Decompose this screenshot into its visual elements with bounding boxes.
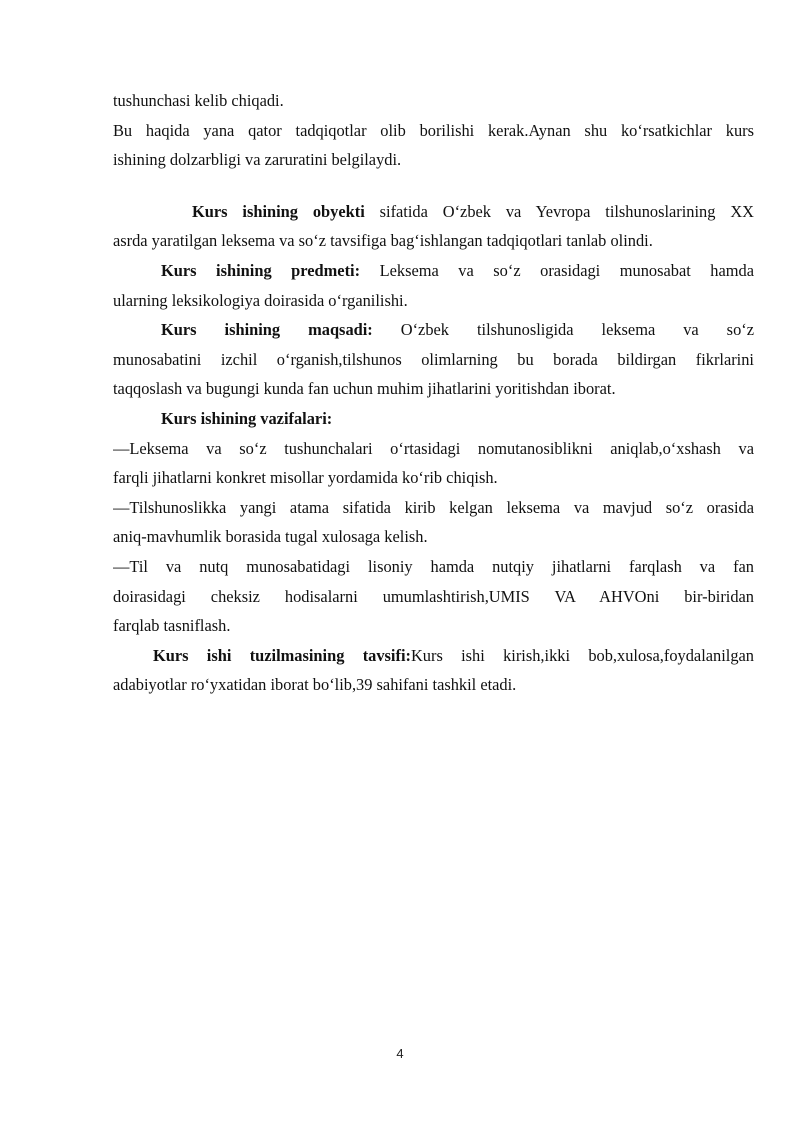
subject-line-2: ularning leksikologiya doirasida o‘rganilishi.	[113, 290, 408, 310]
goal-line-1	[113, 315, 754, 345]
task-1-line-2: farqli jihatlarni konkret misollar yordamida ko‘rib chiqish.	[113, 468, 498, 488]
task-2-line-1: —Tilshunoslikka yangi atama sifatida kirib kelgan leksema va mavjud so‘z orasida	[113, 497, 754, 517]
intro-line-3: ishining dolzarbligi va zaruratini belgilaydi.	[113, 150, 402, 170]
object-line-1	[113, 197, 754, 227]
structure-text: Kurs ishi kirish,ikki bob,xulosa,foydalanilgan	[410, 645, 754, 665]
subject-text: Leksema va so‘z orasidagi munosabat hamda	[360, 260, 754, 280]
intro-line-2: Bu haqida yana qator tadqiqotlar olib borilishi kerak.Aynan shu ko‘rsatkichlar kurs	[113, 120, 754, 140]
task-3-line-3: farqlab tasniflash.	[113, 616, 231, 636]
structure-line-2: adabiyotlar ro‘yxatidan iborat bo‘lib,39 sahifani tashkil etadi.	[113, 675, 517, 695]
structure-heading: Kurs ishi tuzilmasining tavsifi:	[153, 645, 411, 665]
document-body	[113, 86, 754, 700]
tasks-heading: Kurs ishining vazifalari:	[161, 408, 333, 428]
page-number: 4	[396, 1046, 404, 1061]
task-1-line-1: —Leksema va so‘z tushunchalari o‘rtasidagi nomutanosiblikni aniqlab,o‘xshash va	[113, 438, 754, 458]
intro-line-1: tushunchasi kelib chiqadi.	[113, 91, 284, 110]
object-heading: Kurs ishining obyekti	[192, 201, 365, 221]
goal-heading: Kurs ishining maqsadi:	[161, 320, 373, 340]
structure-line-1	[113, 641, 754, 671]
goal-text: O‘zbek tilshunosligida leksema va so‘z	[372, 320, 754, 340]
goal-line-2: munosabatini izchil o‘rganish,tilshunos olimlarning bu borada bildirgan fikrlarini	[113, 349, 754, 369]
paragraph-gap	[113, 175, 754, 197]
subject-heading: Kurs ishining predmeti:	[161, 260, 361, 280]
goal-line-3: taqqoslash va bugungi kunda fan uchun muhim jihatlarini yoritishdan iborat.	[113, 379, 616, 399]
object-line-2: asrda yaratilgan leksema va so‘z tavsifiga bag‘ishlangan tadqiqotlari tanlab olindi.	[113, 231, 653, 251]
tasks-heading-line	[113, 404, 754, 434]
task-3-line-2: doirasidagi cheksiz hodisalarni umumlashtirish,UMIS VA AHVOni bir-biridan	[113, 586, 754, 606]
object-text: sifatida O‘zbek va Yevropa tilshunoslarining XX	[364, 201, 754, 221]
task-3-line-1: —Til va nutq munosabatidagi lisoniy hamda nutqiy jihatlarni farqlash va fan	[113, 556, 754, 576]
subject-line-1	[113, 256, 754, 286]
task-2-line-2: aniq-mavhumlik borasida tugal xulosaga kelish.	[113, 527, 428, 547]
